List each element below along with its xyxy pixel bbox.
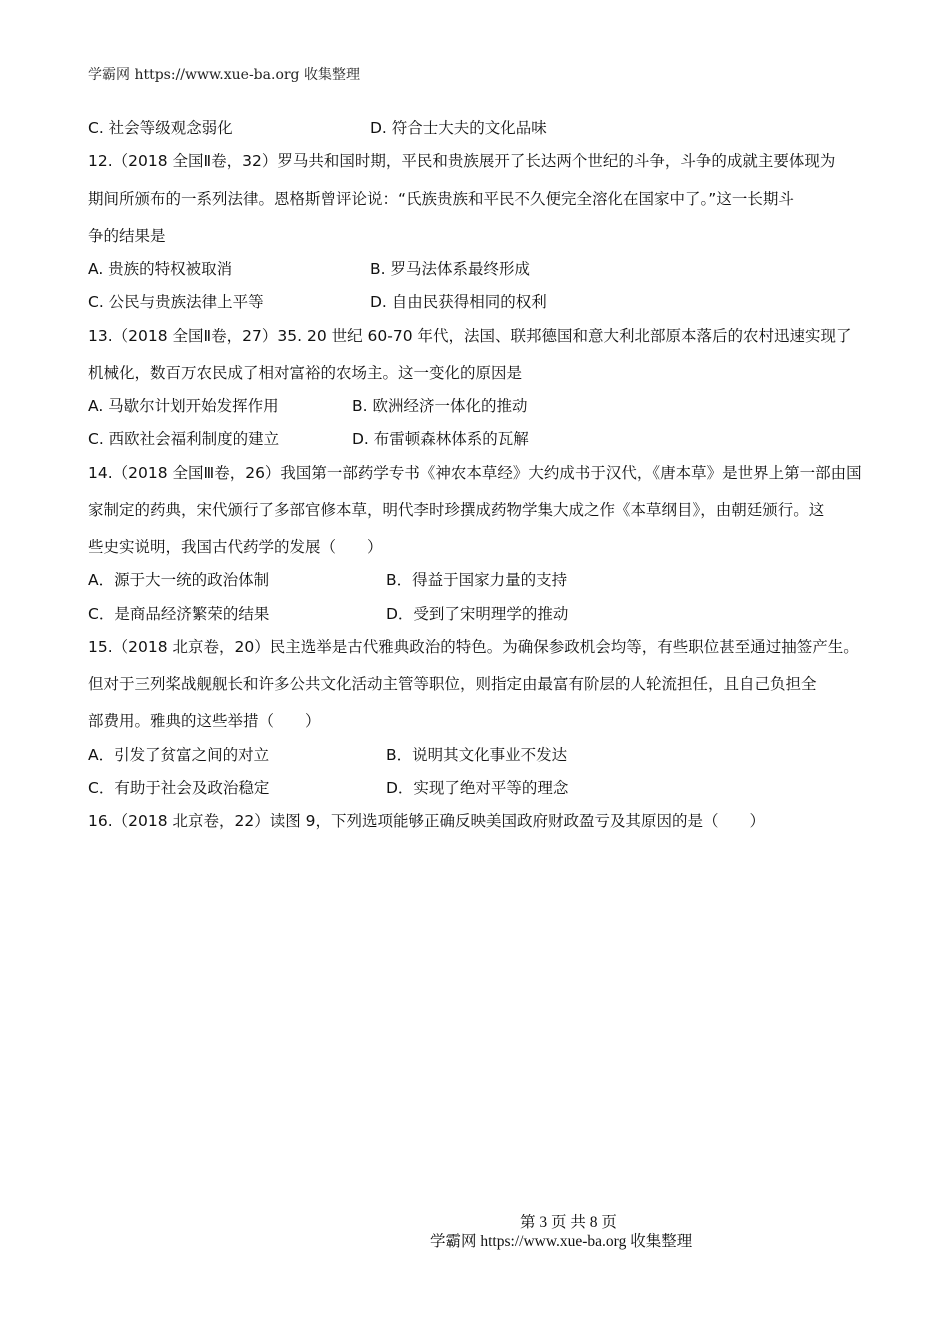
option-b: B．得益于国家力量的支持 <box>386 571 568 589</box>
question-12-line-3: 争的结果是 <box>88 227 166 245</box>
page-header: 学霸网 https://www.xue-ba.org 收集整理 <box>88 67 360 83</box>
option-a: A. 马歇尔计划开始发挥作用 <box>88 397 279 415</box>
question-13-line-1: 13.（2018 全国Ⅱ卷，27）35. 20 世纪 60-70 年代，法国、联邦德国和意大利北部原本落后的农村迅速实现了 <box>88 327 852 345</box>
option-a: A．引发了贫富之间的对立 <box>88 746 270 764</box>
option-b: B. 欧洲经济一体化的推动 <box>352 397 528 415</box>
option-c: C．是商品经济繁荣的结果 <box>88 605 270 623</box>
option-b: B. 罗马法体系最终形成 <box>370 260 530 278</box>
option-row <box>88 428 529 450</box>
option-d: D．实现了绝对平等的理念 <box>386 779 569 797</box>
page-footer: 学霸网 https://www.xue-ba.org 收集整理 <box>430 1233 693 1250</box>
question-15-line-2: 但对于三列桨战舰舰长和许多公共文化活动主管等职位，则指定由最富有阶层的人轮流担任，且自己负担全 <box>88 675 817 693</box>
question-14-line-1: 14.（2018 全国Ⅲ卷，26）我国第一部药学专书《神农本草经》大约成书于汉代，《唐本草》是世界上第一部由国 <box>88 464 862 482</box>
option-row <box>88 603 569 625</box>
question-12-line-1: 12.（2018 全国Ⅱ卷，32）罗马共和国时期，平民和贵族展开了长达两个世纪的斗争，斗争的成就主要体现为 <box>88 152 836 170</box>
option-b: B．说明其文化事业不发达 <box>386 746 568 764</box>
option-row <box>88 291 547 313</box>
question-16-line-1: 16.（2018 北京卷，22）读图 9，下列选项能够正确反映美国政府财政盈亏及其原因的是（ ） <box>88 812 766 830</box>
option-row <box>88 744 568 766</box>
option-d: D. 自由民获得相同的权利 <box>370 293 547 311</box>
question-14-line-3: 些史实说明，我国古代药学的发展（ ） <box>88 538 383 556</box>
option-c: C. 社会等级观念弱化 <box>88 119 233 137</box>
question-12-line-2: 期间所颁布的一系列法律。恩格斯曾评论说：“氏族贵族和平民不久便完全溶化在国家中了。”这一长期斗 <box>88 190 794 208</box>
question-14-line-2: 家制定的药典，宋代颁行了多部官修本草，明代李时珍撰成药物学集大成之作《本草纲目》，由朝廷颁行。这 <box>88 501 825 519</box>
option-a: A. 贵族的特权被取消 <box>88 260 233 278</box>
option-row <box>88 395 528 417</box>
option-row <box>88 569 568 591</box>
question-15-line-1: 15.（2018 北京卷，20）民主选举是古代雅典政治的特色。为确保参政机会均等，有些职位甚至通过抽签产生。 <box>88 638 859 656</box>
option-d: D．受到了宋明理学的推动 <box>386 605 569 623</box>
option-d: D. 布雷顿森林体系的瓦解 <box>352 430 529 448</box>
option-d: D. 符合士大夫的文化品味 <box>370 119 547 137</box>
question-13-line-2: 机械化，数百万农民成了相对富裕的农场主。这一变化的原因是 <box>88 364 523 382</box>
option-a: A．源于大一统的政治体制 <box>88 571 270 589</box>
option-c: C. 公民与贵族法律上平等 <box>88 293 264 311</box>
option-row <box>88 258 530 280</box>
option-row <box>88 777 569 799</box>
option-row <box>88 117 547 139</box>
option-c: C. 西欧社会福利制度的建立 <box>88 430 280 448</box>
question-15-line-3: 部费用。雅典的这些举措（ ） <box>88 712 321 730</box>
page-number: 第 3 页 共 8 页 <box>520 1214 617 1231</box>
option-c: C．有助于社会及政治稳定 <box>88 779 270 797</box>
